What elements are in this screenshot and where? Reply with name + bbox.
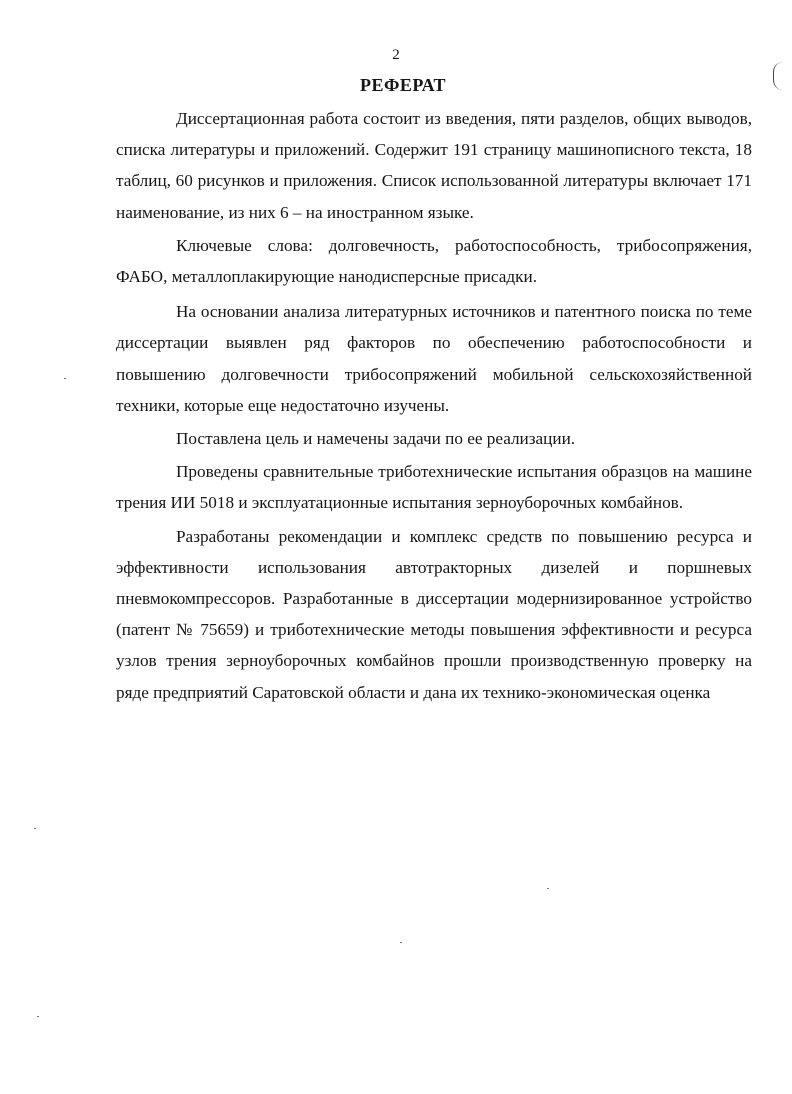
paragraph-tests: Проведены сравнительные триботехнические испытания образцов на машине трения ИИ 5018 и эксплуатационные испытания зерноуборочных комбайнов.: [116, 462, 752, 513]
scan-speck: [34, 828, 36, 829]
paragraph-analysis: На основании анализа литературных источников и патентного поиска по теме диссертации выявлен ряд факторов по обеспечению работоспособности и повышению долговечности трибосопряжений мобильной сельскохозяйственной техники, которые еще недостаточно изучены.: [116, 302, 752, 415]
page-number: 2: [392, 47, 400, 63]
paragraph-goal: Поставлена цель и намечены задачи по ее реализации.: [176, 429, 576, 449]
paragraph-recommendations: Разработаны рекомендации и комплекс средств по повышению ресурса и эффективности использования автотракторных дизелей и поршневых пневмокомпрессоров. Разработанные в диссертации модернизированное устройство (патент № 75659) и триботехнические методы повышения эффективности и ресурса узлов трения зерноуборочных комбайнов прошли производственную проверку на ряде предприятий Саратовской области и дана их технико-экономическая оценка: [116, 526, 752, 702]
scan-speck: [64, 378, 66, 379]
paragraph-structure: Диссертационная работа состоит из введения, пяти разделов, общих выводов, списка литературы и приложений. Содержит 191 страницу машинописного текста, 18 таблиц, 60 рисунков и приложения. Список использованной литературы включает 171 наименование, из них 6 – на иностранном языке.: [116, 109, 752, 222]
scan-speck: [37, 1016, 39, 1017]
page-title: РЕФЕРАТ: [359, 75, 447, 95]
paragraph-keywords: Ключевые слова: долговечность, работоспособность, трибосопряжения, ФАБО, металлоплакирующие нанодисперсные присадки.: [116, 235, 752, 287]
abstract-body: [116, 103, 752, 708]
scan-speck: [547, 888, 549, 889]
scan-speck: [400, 942, 402, 943]
scan-edge-mark: [773, 62, 784, 90]
